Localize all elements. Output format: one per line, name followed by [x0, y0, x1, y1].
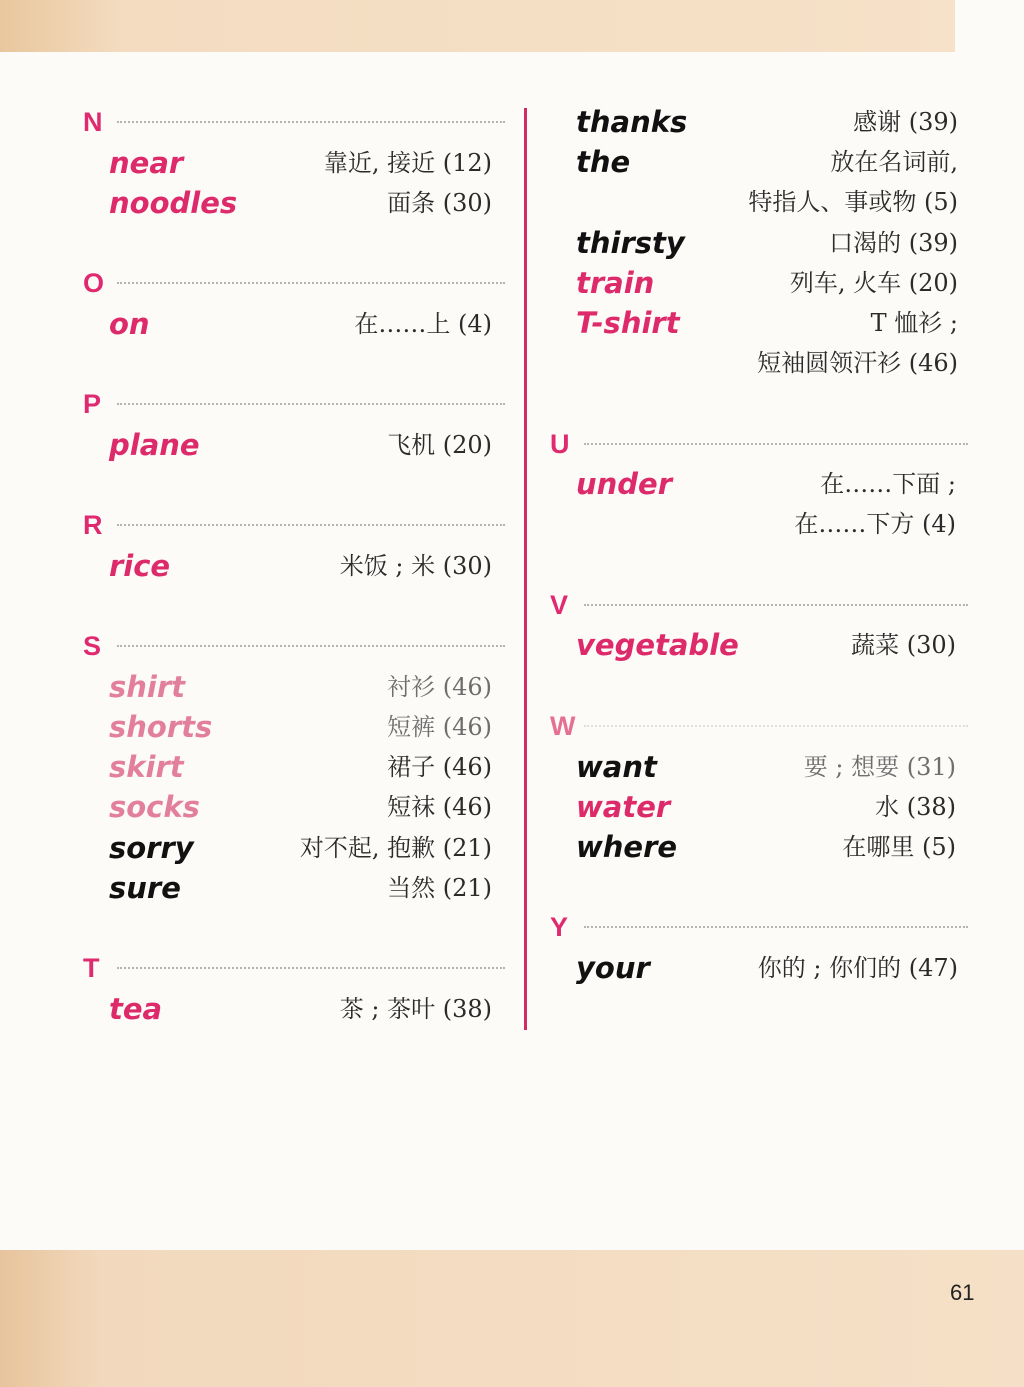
entry-rice [109, 546, 492, 586]
definition: 短裤 (46) [387, 713, 492, 741]
page-number: 61 [950, 1280, 975, 1305]
dotted-rule [117, 645, 505, 647]
section-header-w [550, 711, 968, 741]
entry-train [576, 263, 958, 303]
definition: 要 ; 想要 (31) [803, 753, 956, 781]
headword: vegetable [576, 628, 739, 662]
bottom-margin [0, 1250, 1024, 1387]
headword: T-shirt [576, 306, 680, 340]
entry-thanks [576, 102, 958, 142]
entry-the-cont [576, 182, 958, 222]
headword: shorts [109, 710, 213, 744]
headword: under [576, 467, 673, 501]
definition: 放在名词前, [830, 148, 958, 176]
page-corner [955, 0, 1024, 62]
definition: 列车, 火车 (20) [789, 269, 958, 297]
dotted-rule [584, 443, 968, 445]
entry-where [576, 827, 956, 867]
dotted-rule [584, 604, 968, 606]
dotted-rule [117, 121, 505, 123]
entry-water [576, 787, 956, 827]
entry-tea [109, 989, 492, 1029]
section-letter: W [550, 710, 576, 741]
definition: T 恤衫 ; [870, 309, 958, 337]
dotted-rule [584, 926, 968, 928]
section-header-t [83, 953, 505, 983]
headword: near [109, 146, 184, 180]
entry-sorry [109, 828, 492, 868]
section-header-o [83, 268, 505, 298]
definition-continued: 在……下方 (4) [794, 510, 956, 538]
headword: tea [109, 992, 163, 1026]
section-header-y [550, 912, 968, 942]
headword: noodles [109, 186, 238, 220]
section-header-p [83, 389, 505, 419]
entry-on [109, 304, 492, 344]
definition: 裙子 (46) [387, 753, 492, 781]
entry-t-shirt [576, 303, 958, 343]
entry-t-shirt-cont [576, 343, 958, 383]
dotted-rule [117, 403, 505, 405]
section-header-v [550, 590, 968, 620]
section-letter: T [83, 952, 100, 983]
headword: on [109, 307, 150, 341]
section-letter: R [83, 509, 103, 540]
entry-vegetable [576, 625, 956, 665]
entry-near [109, 143, 492, 183]
entry-plane [109, 425, 492, 465]
definition: 感谢 (39) [853, 108, 958, 136]
dotted-rule [584, 725, 968, 727]
section-letter: N [83, 106, 103, 137]
headword: sure [109, 871, 181, 905]
definition: 水 (38) [875, 793, 956, 821]
entry-thirsty [576, 223, 958, 263]
section-letter: S [83, 630, 102, 661]
definition: 短袜 (46) [387, 793, 492, 821]
entry-sure [109, 868, 492, 908]
section-letter: Y [550, 911, 569, 942]
dotted-rule [117, 967, 505, 969]
section-header-r [83, 510, 505, 540]
section-letter: V [550, 589, 569, 620]
headword: water [576, 790, 671, 824]
section-letter: U [550, 428, 570, 459]
definition: 米饭 ; 米 (30) [339, 552, 492, 580]
definition: 口渴的 (39) [829, 229, 958, 257]
section-header-n [83, 107, 505, 137]
definition: 茶 ; 茶叶 (38) [339, 995, 492, 1023]
dotted-rule [117, 282, 505, 284]
definition: 飞机 (20) [387, 431, 492, 459]
top-margin [0, 0, 1024, 52]
entry-your [576, 948, 958, 988]
headword: thirsty [576, 226, 685, 260]
dotted-rule [117, 524, 505, 526]
definition: 当然 (21) [387, 874, 492, 902]
definition: 靠近, 接近 (12) [323, 149, 492, 177]
definition: 对不起, 抱歉 (21) [299, 834, 492, 862]
entry-under [576, 464, 956, 504]
headword: rice [109, 549, 171, 583]
headword: your [576, 951, 650, 985]
section-letter: P [83, 388, 102, 419]
entry-the [576, 142, 958, 182]
definition: 面条 (30) [387, 189, 492, 217]
definition: 蔬菜 (30) [851, 631, 956, 659]
headword: sorry [109, 831, 194, 865]
section-header-s [83, 631, 505, 661]
headword: where [576, 830, 678, 864]
headword: socks [109, 790, 200, 824]
headword: plane [109, 428, 200, 462]
section-header-u [550, 429, 968, 459]
entry-shirt [109, 667, 492, 707]
definition: 在……上 (4) [354, 310, 492, 338]
entry-skirt [109, 747, 492, 787]
entry-socks [109, 787, 492, 827]
definition: 衬衫 (46) [387, 673, 492, 701]
definition: 你的 ; 你们的 (47) [757, 954, 958, 982]
definition: 在哪里 (5) [842, 833, 956, 861]
headword: skirt [109, 750, 184, 784]
section-letter: O [83, 267, 105, 298]
column-divider [524, 108, 527, 1030]
headword: shirt [109, 670, 186, 704]
definition-continued: 短袖圆领汗衫 (46) [757, 349, 958, 377]
entry-noodles [109, 183, 492, 223]
definition: 在……下面 ; [820, 470, 956, 498]
headword: thanks [576, 105, 688, 139]
entry-shorts [109, 707, 492, 747]
entry-want [576, 747, 956, 787]
entry-under-cont [576, 504, 956, 544]
headword: want [576, 750, 657, 784]
headword: train [576, 266, 655, 300]
headword: the [576, 145, 631, 179]
definition-continued: 特指人、事或物 (5) [748, 188, 958, 216]
